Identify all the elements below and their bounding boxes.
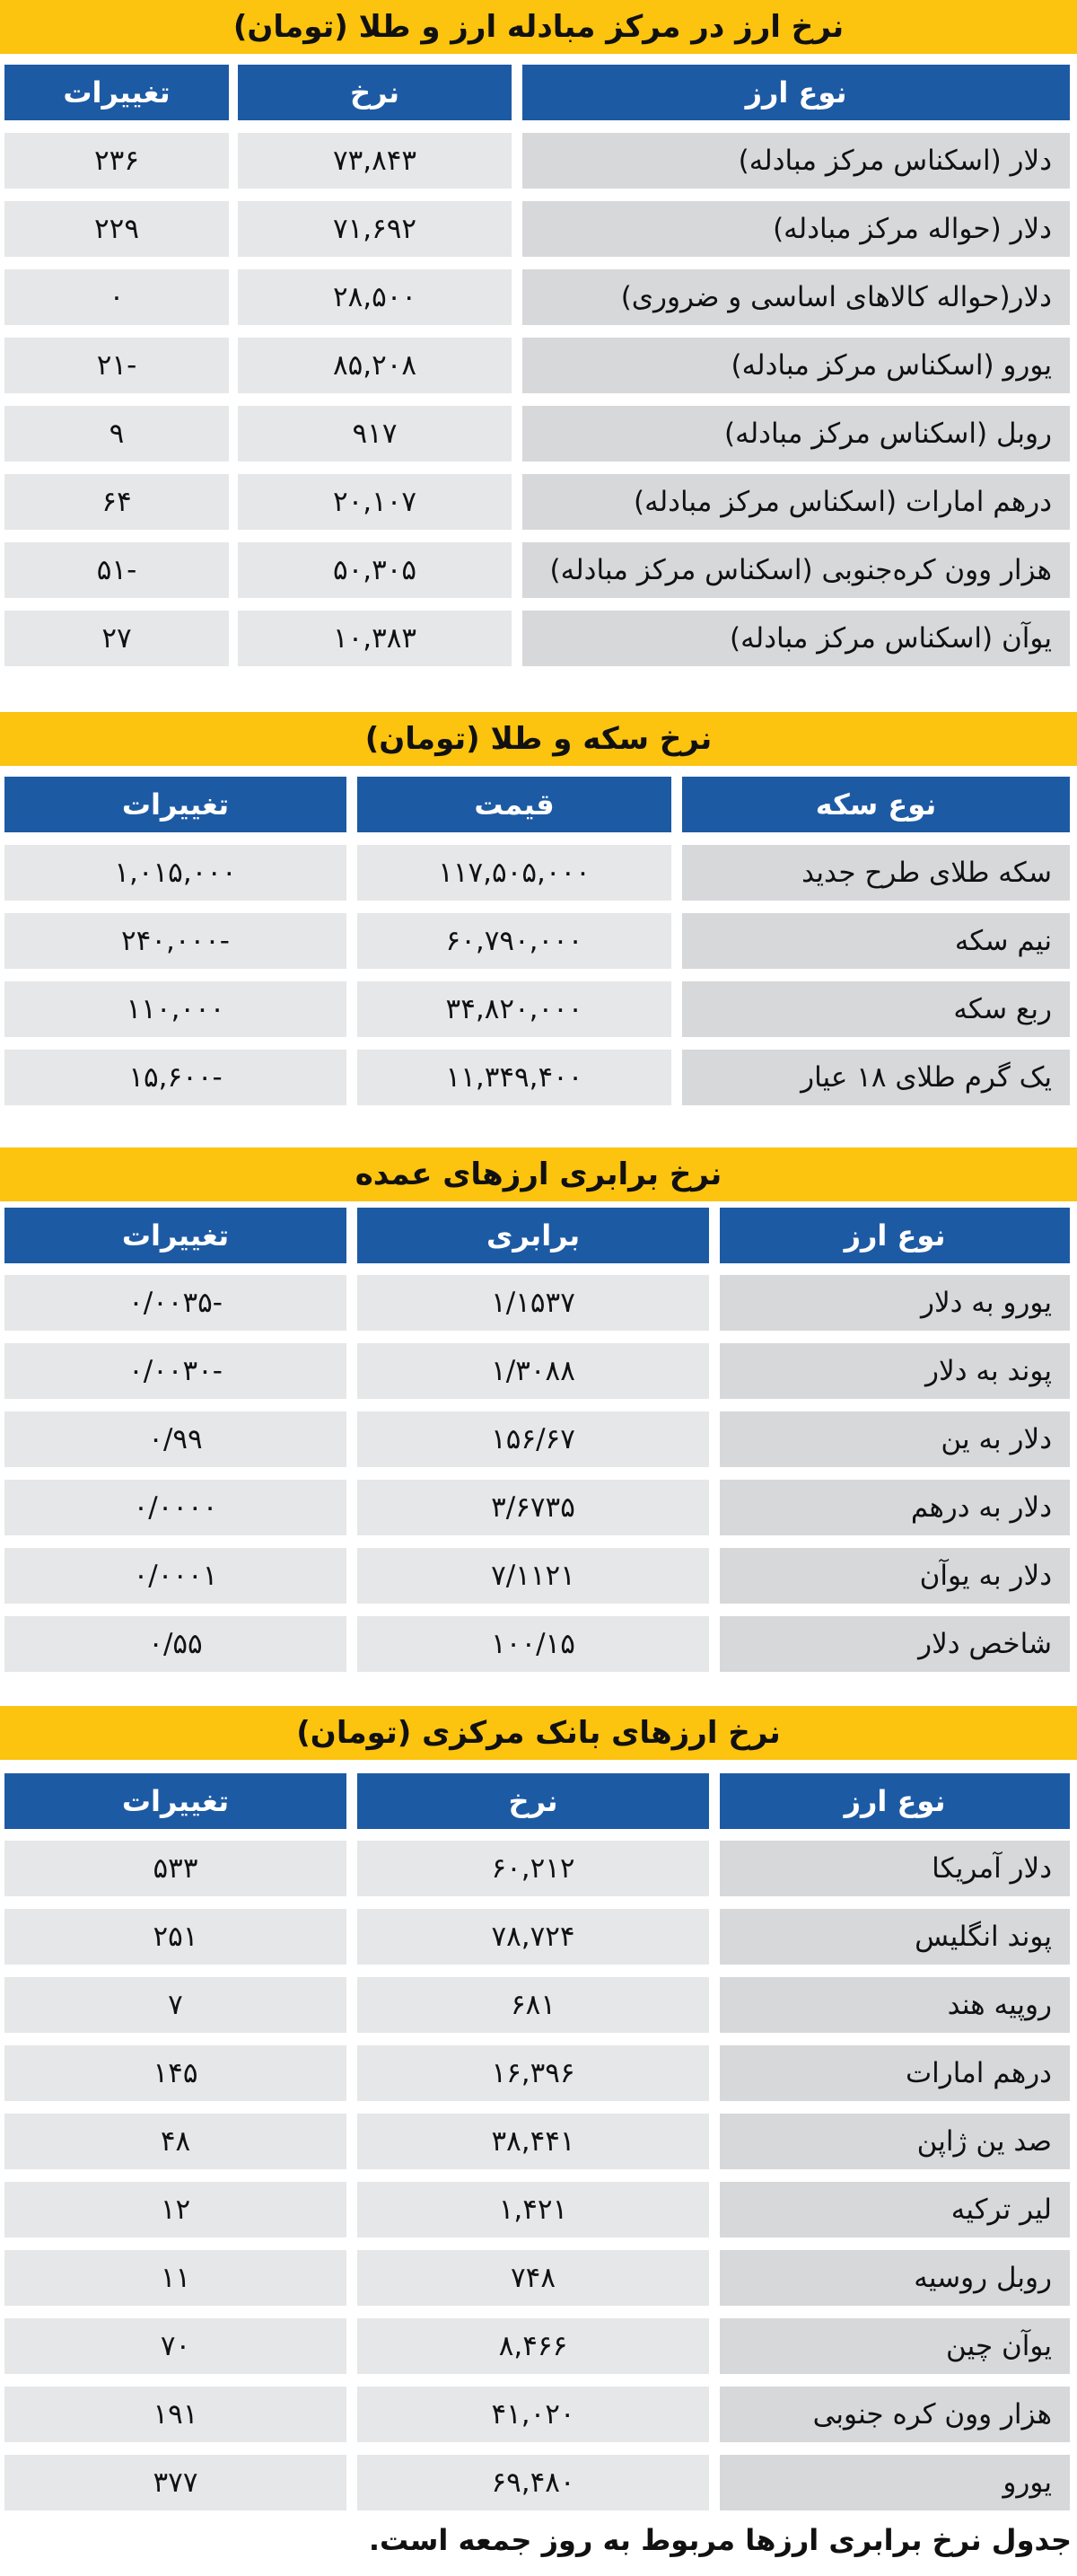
column-header-value: نرخ [357, 1773, 709, 1829]
column-header-change: تغییرات [4, 1208, 346, 1263]
table-cell-type: دلار به ین [720, 1411, 1070, 1467]
table-cell-type: پوند به دلار [720, 1343, 1070, 1399]
table-cell-type: دلار(حواله کالاهای اساسی و ضروری) [522, 269, 1070, 325]
table-cell-type: هزار وون کره جنوبی [720, 2387, 1070, 2442]
table-cell-change: ۲۲۹ [4, 201, 229, 257]
table-cell-type: پوند انگلیس [720, 1909, 1070, 1965]
column-header-change: تغییرات [4, 65, 229, 120]
table-cell-value: ۷/۱۱۲۱ [357, 1548, 709, 1604]
table-cell-type: هزار وون کره‌جنوبی (اسکناس مرکز مبادله) [522, 542, 1070, 598]
table-cell-value: ۸,۴۶۶ [357, 2318, 709, 2374]
table-cell-value: ۳/۶۷۳۵ [357, 1480, 709, 1535]
table-cell-value: ۴۱,۰۲۰ [357, 2387, 709, 2442]
table-cell-value: ۷۳,۸۴۳ [238, 133, 512, 189]
table-cell-change: ۲۷ [4, 611, 229, 666]
table-cell-type: ربع سکه [682, 981, 1070, 1037]
table-cell-type: یورو (اسکناس مرکز مبادله) [522, 338, 1070, 393]
table-cell-change: -۱۵,۶۰۰ [4, 1050, 346, 1105]
table-cell-type: روپیه هند [720, 1977, 1070, 2033]
table-cell-type: شاخص دلار [720, 1616, 1070, 1672]
table-cell-change: ۷۰ [4, 2318, 346, 2374]
table-cell-value: ۵۰,۳۰۵ [238, 542, 512, 598]
table-cell-type: دلار آمریکا [720, 1841, 1070, 1896]
column-header-change: تغییرات [4, 777, 346, 832]
table-cell-change: -۵۱ [4, 542, 229, 598]
table-cell-type: دلار به یوآن [720, 1548, 1070, 1604]
table-cell-value: ۲۸,۵۰۰ [238, 269, 512, 325]
table-cell-change: -۲۱ [4, 338, 229, 393]
column-header-change: تغییرات [4, 1773, 346, 1829]
table-cell-value: ۳۴,۸۲۰,۰۰۰ [357, 981, 671, 1037]
section-title: نرخ برابری ارزهای عمده [0, 1147, 1077, 1201]
table-cell-value: ۱۱۷,۵۰۵,۰۰۰ [357, 845, 671, 901]
table-cell-type: درهم امارات [720, 2045, 1070, 2101]
footnote: جدول نرخ برابری ارزها مربوط به روز جمعه است. [368, 2523, 1072, 2557]
column-header-value: برابری [357, 1208, 709, 1263]
section-title: نرخ ارزهای بانک مرکزی (تومان) [0, 1706, 1077, 1760]
column-header-type: نوع ارز [720, 1773, 1070, 1829]
table-cell-change: ۰/۰۰۰۱ [4, 1548, 346, 1604]
table-cell-value: ۸۵,۲۰۸ [238, 338, 512, 393]
table-cell-value: ۶۹,۴۸۰ [357, 2455, 709, 2510]
table-cell-change: ۱۱ [4, 2250, 346, 2306]
table-cell-value: ۷۸,۷۲۴ [357, 1909, 709, 1965]
table-cell-type: صد ین ژاپن [720, 2114, 1070, 2169]
table-cell-change: ۱۱۰,۰۰۰ [4, 981, 346, 1037]
table-cell-type: یوآن چین [720, 2318, 1070, 2374]
table-cell-value: ۱۶,۳۹۶ [357, 2045, 709, 2101]
table-cell-change: ۱۹۱ [4, 2387, 346, 2442]
table-cell-value: ۱/۳۰۸۸ [357, 1343, 709, 1399]
table-cell-type: دلار به درهم [720, 1480, 1070, 1535]
table-cell-value: ۹۱۷ [238, 406, 512, 462]
table-cell-type: یورو [720, 2455, 1070, 2510]
table-cell-value: ۶۰,۷۹۰,۰۰۰ [357, 913, 671, 969]
table-cell-type: روبل (اسکناس مرکز مبادله) [522, 406, 1070, 462]
table-cell-value: ۳۸,۴۴۱ [357, 2114, 709, 2169]
column-header-value: قیمت [357, 777, 671, 832]
table-cell-value: ۷۴۸ [357, 2250, 709, 2306]
table-cell-type: دلار (اسکناس مرکز مبادله) [522, 133, 1070, 189]
table-cell-change: ۲۵۱ [4, 1909, 346, 1965]
table-cell-change: ۴۸ [4, 2114, 346, 2169]
column-header-type: نوع سکه [682, 777, 1070, 832]
table-cell-value: ۲۰,۱۰۷ [238, 474, 512, 530]
table-cell-type: یوآن (اسکناس مرکز مبادله) [522, 611, 1070, 666]
table-cell-type: دلار (حواله مرکز مبادله) [522, 201, 1070, 257]
table-cell-change: ۲۳۶ [4, 133, 229, 189]
table-cell-type: یورو به دلار [720, 1275, 1070, 1331]
table-cell-value: ۱۱,۳۴۹,۴۰۰ [357, 1050, 671, 1105]
column-header-type: نوع ارز [720, 1208, 1070, 1263]
table-cell-change: -۰/۰۰۳۵ [4, 1275, 346, 1331]
table-cell-value: ۷۱,۶۹۲ [238, 201, 512, 257]
table-cell-type: نیم سکه [682, 913, 1070, 969]
table-cell-type: لیر ترکیه [720, 2182, 1070, 2238]
table-cell-change: ۰/۵۵ [4, 1616, 346, 1672]
table-cell-value: ۱۰۰/۱۵ [357, 1616, 709, 1672]
table-cell-change: ۰ [4, 269, 229, 325]
table-cell-type: روبل روسیه [720, 2250, 1070, 2306]
table-cell-value: ۱,۴۲۱ [357, 2182, 709, 2238]
column-header-value: نرخ [238, 65, 512, 120]
table-cell-change: ۷ [4, 1977, 346, 2033]
section-title: نرخ ارز در مرکز مبادله ارز و طلا (تومان) [0, 0, 1077, 54]
table-cell-change: ۱۴۵ [4, 2045, 346, 2101]
column-header-type: نوع ارز [522, 65, 1070, 120]
table-cell-change: ۶۴ [4, 474, 229, 530]
table-cell-value: ۶۰,۲۱۲ [357, 1841, 709, 1896]
table-cell-change: ۹ [4, 406, 229, 462]
table-cell-type: درهم امارات (اسکناس مرکز مبادله) [522, 474, 1070, 530]
table-cell-value: ۱۰,۳۸۳ [238, 611, 512, 666]
section-title: نرخ سکه و طلا (تومان) [0, 712, 1077, 766]
table-cell-value: ۱۵۶/۶۷ [357, 1411, 709, 1467]
table-cell-change: ۱,۰۱۵,۰۰۰ [4, 845, 346, 901]
table-cell-value: ۱/۱۵۳۷ [357, 1275, 709, 1331]
table-cell-value: ۶۸۱ [357, 1977, 709, 2033]
table-cell-type: سکه طلای طرح جدید [682, 845, 1070, 901]
table-cell-change: ۳۷۷ [4, 2455, 346, 2510]
table-cell-change: -۰/۰۰۳۰ [4, 1343, 346, 1399]
table-cell-change: ۰/۹۹ [4, 1411, 346, 1467]
table-cell-change: ۵۳۳ [4, 1841, 346, 1896]
table-cell-type: یک گرم طلای ۱۸ عیار [682, 1050, 1070, 1105]
table-cell-change: ۱۲ [4, 2182, 346, 2238]
table-cell-change: -۲۴۰,۰۰۰ [4, 913, 346, 969]
table-cell-change: ۰/۰۰۰۰ [4, 1480, 346, 1535]
